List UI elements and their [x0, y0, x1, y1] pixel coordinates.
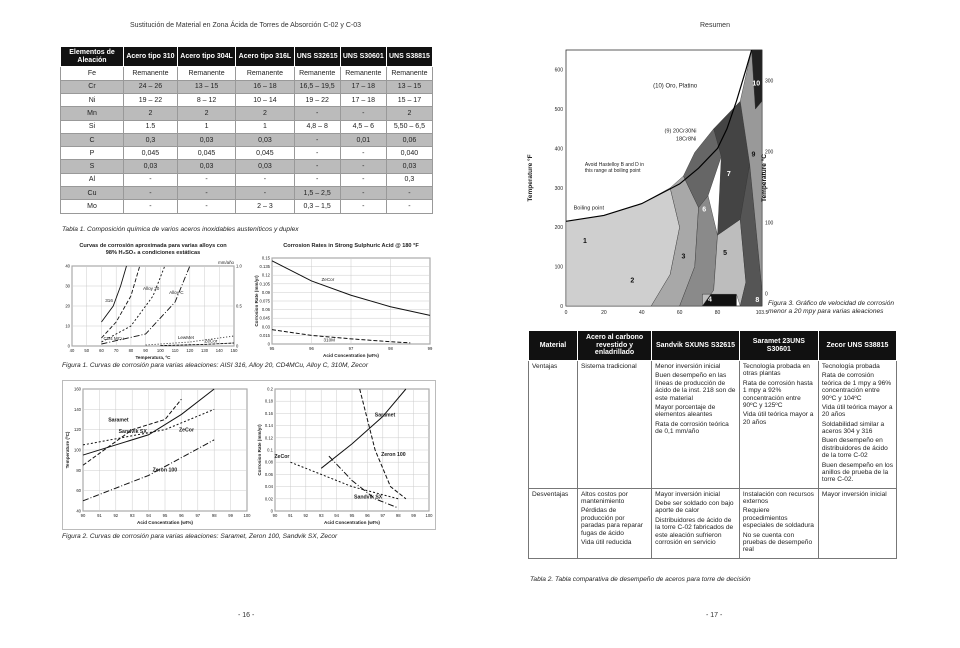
- x-axis-label: Acid Concentration (wt%): [324, 520, 380, 525]
- x-tick-label: 140: [215, 348, 223, 353]
- table-cell: 4,5 – 6: [340, 120, 386, 133]
- table-cell: 16 – 18: [236, 80, 294, 93]
- chart-title: Corrosion Rates in Strong Sulphuric Acid @ 180 °F: [283, 243, 419, 249]
- table-cell: -: [340, 160, 386, 173]
- x-tick-label: 94: [146, 513, 151, 518]
- x-tick-label: 95: [162, 513, 168, 518]
- row-label: Ventajas: [529, 361, 578, 489]
- cell-item: Rata de corrosión teórica de 1 mpy a 96% concentración entre 90ºC y 104ºC: [821, 372, 892, 402]
- x-tick-label: 130: [201, 348, 209, 353]
- table-cell: 1: [236, 120, 294, 133]
- y-tick-label: 0.015: [259, 332, 270, 338]
- composition-col-header: UNS S30601: [340, 47, 386, 67]
- cell-item: Tecnología probada: [821, 363, 880, 371]
- cell-item: Pérdidas de producción por paradas para reparar fugas de ácido: [581, 507, 643, 537]
- table-row: [61, 160, 433, 173]
- y2-axis-label: Temperature °C: [761, 154, 768, 202]
- table-cell: [818, 361, 896, 489]
- table-cell: -: [386, 200, 432, 213]
- y-tick-label: 0.14: [264, 423, 273, 429]
- series-label: Sandvik SX: [354, 494, 383, 501]
- y-tick-label: 0.08: [264, 459, 273, 465]
- x-tick-label: 99: [411, 513, 416, 518]
- table-cell: 1: [177, 120, 235, 133]
- x-axis-label: Temperatura, ºC: [135, 355, 171, 360]
- table-cell: 24 – 26: [124, 80, 178, 93]
- x-tick-label: 50: [84, 348, 90, 353]
- x-tick-label: 96: [365, 513, 370, 518]
- x-tick-label: 93: [129, 513, 135, 518]
- table-cell: Remanente: [294, 67, 340, 80]
- y-tick-label: 0.16: [264, 410, 273, 416]
- table1-caption: Tabla 1. Composición química de varios aceros inoxidables austeníticos y duplex: [62, 226, 299, 233]
- table-cell: -: [236, 187, 294, 200]
- chart-alloys-98-h2so4: [60, 240, 250, 358]
- table-cell: 0,03: [386, 160, 432, 173]
- cell-item: Mayor porcentaje de elementos aleantes: [655, 403, 716, 419]
- decision-table: [528, 330, 897, 559]
- series-label: Zeron 100: [381, 452, 406, 458]
- x-tick-label: 80: [128, 348, 134, 353]
- cell-item: Distribuidores de ácido de la torre C-02 fabricados de este aleación sufrieron corrosión en servicio: [655, 516, 734, 546]
- table-cell: 2: [236, 107, 294, 120]
- y-tick-label: 400: [554, 146, 563, 153]
- table-cell: [652, 361, 740, 489]
- annotation-boiling-point: Boiling point: [573, 205, 605, 212]
- decision-col-header: Acero al carbono revestido y enladrillado: [578, 331, 652, 361]
- x-tick-label: 70: [113, 348, 119, 353]
- table-cell: 13 – 15: [386, 80, 432, 93]
- table-cell: 2 – 3: [236, 200, 294, 213]
- table2-caption: Tabla 2. Tabla comparativa de desempeño de aceros para torre de decisión: [530, 576, 751, 583]
- table-cell: Remanente: [124, 67, 178, 80]
- table-cell: -: [294, 133, 340, 146]
- table-cell: 0,045: [236, 147, 294, 160]
- cell-item: Buen desempeño en las líneas de producción de ácido de la inst. 218 son de este material: [655, 372, 736, 402]
- table-cell: 17 – 18: [340, 93, 386, 106]
- table-row: [61, 80, 433, 93]
- y-tick-label: 200: [554, 225, 563, 232]
- annotation-avoid-2: this range at boiling point: [584, 168, 641, 175]
- x-tick-label: 93: [318, 513, 324, 518]
- series-label: CD4 MCu: [103, 336, 124, 341]
- series-label: Zeron 100: [152, 467, 178, 474]
- x-axis-label: Acid Concentration (wt%): [323, 353, 379, 358]
- region-label: 8: [755, 297, 760, 305]
- composition-col-header: Acero tipo 310: [124, 47, 178, 67]
- y2-tick-label: 200: [765, 149, 774, 156]
- table-cell: [818, 488, 896, 558]
- y-tick-label: 0: [67, 343, 70, 349]
- figure1-caption: Figura 1. Curvas de corrosión para varias aleaciones: AISI 316, Alloy 20, CD4MCu, Alloy C, 310M, Zecor: [62, 362, 369, 369]
- y-tick-label: 0.04: [264, 484, 273, 490]
- composition-col-header: Acero tipo 316L: [236, 47, 294, 67]
- x-tick-label: 40: [69, 348, 75, 353]
- table-cell: 10 – 14: [236, 93, 294, 106]
- right-page-number: - 17 -: [706, 612, 723, 619]
- table-cell: -: [340, 200, 386, 213]
- table-cell: 8 – 12: [177, 93, 235, 106]
- table-cell: [578, 361, 652, 489]
- series-label: ZeCor: [204, 338, 218, 344]
- x-tick-label: 92: [303, 513, 309, 518]
- row-label: Desventajas: [529, 488, 578, 558]
- table-cell: 2: [386, 107, 432, 120]
- table-cell: Ni: [61, 93, 124, 106]
- x-tick-label: 97: [380, 513, 386, 518]
- table-cell: 0,01: [340, 133, 386, 146]
- y-axis-label: Temperature °F: [527, 154, 534, 202]
- y2-axis-label: mm/año: [218, 260, 234, 265]
- decision-table-body: [529, 361, 897, 559]
- chart-strong-sulphuric-180f: [252, 240, 436, 358]
- y-tick-label: 0.045: [259, 315, 270, 321]
- region-label: 1: [582, 237, 587, 245]
- table-cell: 0,03: [236, 133, 294, 146]
- cell-item: Mayor inversión inicial: [655, 490, 721, 498]
- figure2-caption: Figura 2. Curvas de corrosión para varias aleaciones: Saramet, Zeron 100, Sandvik SX, Zecor: [62, 533, 338, 540]
- table-cell: -: [294, 147, 340, 160]
- y-tick-label: 0.105: [259, 281, 270, 287]
- x-tick-label: 60: [99, 348, 104, 353]
- y-tick-label: 0.06: [264, 471, 273, 477]
- table-cell: Remanente: [236, 67, 294, 80]
- series-label: Sandvik SX: [118, 428, 147, 435]
- table-cell: 0,045: [177, 147, 235, 160]
- y-tick-label: 0: [270, 508, 273, 514]
- figure3-caption: Figura 3. Gráfico de velocidad de corrosión menor a 20 mpy para varias aleaciones: [768, 300, 895, 315]
- table-cell: Mo: [61, 200, 124, 213]
- y-tick-label: 0.15: [261, 255, 270, 261]
- series-label: ZeCor: [179, 427, 194, 434]
- cell-item: Tecnología probada en otras plantas: [742, 363, 810, 378]
- table-cell: 1.5: [124, 120, 178, 133]
- table-row: [61, 200, 433, 213]
- y2-tick-label: 0: [236, 343, 239, 349]
- annotation-alloy-9b: 18Cr8Ni: [675, 136, 697, 143]
- series-label: Saramet: [374, 412, 396, 419]
- table-cell: -: [386, 187, 432, 200]
- table-cell: 0,03: [124, 160, 178, 173]
- table-cell: -: [340, 107, 386, 120]
- table-cell: 0,03: [236, 160, 294, 173]
- table-cell: [578, 488, 652, 558]
- x-tick-label: 100: [243, 513, 251, 518]
- y-tick-label: 160: [74, 386, 81, 392]
- cell-item: Mayor inversión inicial: [821, 490, 887, 498]
- y-tick-label: 0.12: [264, 435, 273, 441]
- x-tick-label: 99: [427, 346, 433, 351]
- series-label: Alloy C: [169, 290, 184, 295]
- left-page-header: Sustitución de Material en Zona Ácida de Torres de Absorción C-02 y C-03: [130, 22, 361, 29]
- series-label: LewMet: [177, 335, 194, 340]
- x-tick-label: 99: [228, 513, 233, 518]
- region-label: 7: [726, 171, 731, 179]
- table-cell: 0,06: [386, 133, 432, 146]
- table-cell: 13 – 15: [177, 80, 235, 93]
- x-tick-label: 20: [601, 310, 607, 316]
- series-label: ZeCor: [321, 276, 335, 282]
- x-tick-label: 120: [186, 348, 194, 353]
- y-tick-label: 300: [554, 185, 563, 192]
- x-tick-label: 80: [714, 310, 721, 316]
- table-cell: -: [294, 173, 340, 186]
- cell-item: Rata de corrosión hasta 1 mpy a 92% concentración entre 90ºC y 125ºC: [742, 379, 813, 409]
- x-tick-label: 98: [211, 513, 217, 518]
- table-cell: Remanente: [177, 67, 235, 80]
- y-tick-label: 0.075: [259, 298, 270, 304]
- table-cell: -: [124, 187, 178, 200]
- table-cell: Fe: [61, 67, 124, 80]
- annotation-oro-platino: (10) Oro, Platino: [653, 83, 698, 90]
- table-cell: -: [124, 173, 178, 186]
- figure2-frame: [62, 380, 436, 530]
- region-label: 9: [751, 151, 756, 159]
- y-tick-label: 0.18: [264, 398, 273, 404]
- y-tick-label: 0.03: [261, 324, 270, 330]
- table-cell: Mn: [61, 107, 124, 120]
- region-label: 3: [681, 253, 686, 261]
- region-label: 4: [707, 296, 712, 304]
- cell-item: Rata de corrosión teórica de 0,1 mm/año: [655, 420, 729, 436]
- table-cell: 0,040: [386, 147, 432, 160]
- x-tick-label: 98: [395, 513, 401, 518]
- chart-strong-sulphuric-svg: [252, 240, 436, 358]
- chart-title: Curvas de corrosión aproximada para varias alloys con: [79, 243, 227, 249]
- table-row: [61, 187, 433, 200]
- x-tick-label: 91: [97, 513, 102, 518]
- chart-alloys-98-h2so4-svg: [60, 240, 250, 358]
- table-cell: -: [177, 200, 235, 213]
- table-cell: 19 – 22: [124, 93, 178, 106]
- x-tick-label: 95: [349, 513, 355, 518]
- table-cell: 5,50 – 6,5: [386, 120, 432, 133]
- x-tick-label: 94: [334, 513, 339, 518]
- table-cell: Cu: [61, 187, 124, 200]
- table-row: [61, 107, 433, 120]
- x-tick-label: 96: [179, 513, 184, 518]
- y-tick-label: 10: [65, 323, 70, 329]
- y-tick-label: 0.1: [267, 447, 273, 453]
- table-row: [61, 133, 433, 146]
- table-cell: 4,8 – 8: [294, 120, 340, 133]
- table-row: [61, 147, 433, 160]
- table-cell: -: [124, 200, 178, 213]
- cell-item: Requiere procedimientos especiales de soldadura: [742, 507, 814, 530]
- table-row: [529, 361, 897, 489]
- decision-table-header: [529, 331, 897, 361]
- table-row: [61, 173, 433, 186]
- y2-tick-label: 0.5: [236, 303, 242, 309]
- annotation-alloy-9: (9) 20Cr30Ni: [664, 128, 697, 135]
- table-cell: 0,03: [177, 160, 235, 173]
- table-cell: [652, 488, 740, 558]
- region-label: 2: [630, 277, 635, 285]
- x-tick-label: 90: [143, 348, 148, 353]
- y-tick-label: 40: [65, 263, 70, 269]
- composition-col-header: UNS S38815: [386, 47, 432, 67]
- table-cell: 17 – 18: [340, 80, 386, 93]
- series-label: Saramet: [108, 417, 129, 424]
- table-cell: 0,3: [386, 173, 432, 186]
- y2-tick-label: 1.0: [236, 263, 242, 269]
- series-label: 316: [105, 298, 113, 303]
- y-tick-label: 60: [76, 488, 81, 494]
- y-axis-label: Corrosion Rate (mm/yr): [254, 275, 259, 327]
- table-cell: 15 – 17: [386, 93, 432, 106]
- x-tick-label: 97: [348, 346, 354, 351]
- chart-title: 98% H₂SO₄ a condiciones estáticas: [105, 250, 201, 256]
- decision-col-header: Sandvik SXUNS S32615: [652, 331, 740, 361]
- y-tick-label: 140: [74, 406, 81, 412]
- table-row: [61, 93, 433, 106]
- y2-tick-label: 0: [765, 291, 768, 298]
- table-cell: S: [61, 160, 124, 173]
- cell-item: Buen desempeño en los anillos de prueba de la torre C-02.: [821, 461, 893, 484]
- table-cell: -: [340, 173, 386, 186]
- table-cell: 19 – 22: [294, 93, 340, 106]
- region-label: 10: [752, 80, 761, 88]
- y-tick-label: 30: [65, 283, 70, 289]
- table-cell: 0,3 – 1,5: [294, 200, 340, 213]
- y-tick-label: 120: [74, 427, 81, 433]
- cell-item: Menor inversión inicial: [655, 363, 721, 371]
- x-tick-label: 97: [195, 513, 201, 518]
- series-label: Alloy 20: [143, 286, 160, 291]
- x-tick-label: 100: [425, 513, 433, 518]
- decision-col-header: Saramet 23UNS S30601: [739, 331, 818, 361]
- x-tick-label: 40: [638, 310, 645, 316]
- table-row: [61, 67, 433, 80]
- table-cell: -: [177, 187, 235, 200]
- x-tick-label: 98: [388, 346, 393, 351]
- cell-item: Vida útil reducida: [581, 538, 632, 546]
- table-cell: 0,045: [124, 147, 178, 160]
- y-tick-label: 0.135: [259, 264, 270, 270]
- y-tick-label: 0.06: [261, 307, 270, 313]
- table-cell: 0,03: [177, 133, 235, 146]
- y2-tick-label: 100: [765, 220, 774, 227]
- cell-item: Sistema tradicional: [581, 363, 637, 371]
- y-tick-label: 0.02: [264, 496, 273, 502]
- y-tick-label: 80: [76, 467, 81, 473]
- table-cell: 2: [177, 107, 235, 120]
- table-cell: [739, 488, 818, 558]
- y-tick-label: 0: [560, 304, 563, 310]
- table-cell: -: [294, 107, 340, 120]
- x-tick-label: 0: [564, 310, 568, 316]
- chart-isocorrosion-svg: [520, 44, 774, 324]
- table-cell: -: [177, 173, 235, 186]
- cell-item: Soldabilidad similar a aceros 304 y 316: [821, 420, 885, 436]
- cell-item: Buen desempeño en distribuidores de ácido de la torre C-02: [821, 437, 888, 460]
- right-page-header: Resumen: [700, 22, 730, 29]
- series-label: 310M: [323, 337, 335, 343]
- y-axis-label: Temperature (ºC): [65, 431, 70, 469]
- region-label: 5: [723, 249, 728, 257]
- cell-item: Vida útil teórica mayor a 20 años: [821, 403, 893, 419]
- composition-table: [60, 46, 433, 214]
- composition-table-header: [61, 47, 433, 67]
- x-tick-label: 91: [288, 513, 293, 518]
- table-cell: 0,3: [124, 133, 178, 146]
- decision-col-header: Material: [529, 331, 578, 361]
- x-tick-label: 103.5: [755, 310, 769, 316]
- y-axis-label: Corrosion Rate (mm/yr): [257, 424, 262, 476]
- table-cell: Remanente: [340, 67, 386, 80]
- table-cell: C: [61, 133, 124, 146]
- composition-col-header: Acero tipo 304L: [177, 47, 235, 67]
- composition-col-header: Elementos de Aleación: [61, 47, 124, 67]
- y-tick-label: 0: [267, 341, 270, 347]
- table-cell: Cr: [61, 80, 124, 93]
- x-axis-label: Acid Concentration (wt%): [137, 520, 193, 525]
- table-cell: 1,5 – 2,5: [294, 187, 340, 200]
- table-cell: Al: [61, 173, 124, 186]
- x-tick-label: 100: [156, 348, 164, 353]
- table-cell: -: [236, 173, 294, 186]
- region-label: 6: [702, 206, 707, 214]
- x-tick-label: 90: [80, 513, 86, 518]
- cell-item: Vida útil teórica mayor a 20 años: [742, 411, 814, 426]
- x-tick-label: 90: [272, 513, 278, 518]
- x-tick-label: 150: [230, 348, 238, 353]
- cell-item: Altos costos por mantenimiento: [581, 490, 628, 506]
- composition-table-body: [61, 67, 433, 213]
- table-cell: Si: [61, 120, 124, 133]
- table-cell: Remanente: [386, 67, 432, 80]
- y-tick-label: 100: [74, 447, 81, 453]
- y-tick-label: 20: [65, 303, 70, 309]
- x-tick-label: 92: [113, 513, 119, 518]
- cell-item: Instalación con recursos externos: [742, 490, 814, 506]
- x-tick-label: 96: [309, 346, 314, 351]
- cell-item: Debe ser soldado con bajo aporte de calor: [655, 500, 734, 515]
- table-cell: 2: [124, 107, 178, 120]
- x-tick-label: 95: [269, 346, 275, 351]
- chart-isocorrosion-sulphuric: [520, 44, 774, 324]
- y-tick-label: 40: [76, 508, 81, 514]
- series-label: ZeCor: [274, 454, 290, 461]
- chart-corrosion-vs-concentration-svg: [255, 381, 435, 529]
- y-tick-label: 0.12: [261, 272, 270, 278]
- table-cell: 16,5 – 19,5: [294, 80, 340, 93]
- y2-tick-label: 300: [765, 78, 774, 85]
- annotation-avoid-1: Avoid Hastelloy B and D in: [584, 162, 645, 169]
- left-page-number: - 16 -: [238, 612, 255, 619]
- chart-temperature-vs-concentration-svg: [63, 381, 253, 529]
- y-tick-label: 0.2: [267, 386, 273, 392]
- y-tick-label: 600: [554, 67, 563, 74]
- table-cell: -: [340, 187, 386, 200]
- table-row: [529, 488, 897, 558]
- composition-col-header: UNS S32615: [294, 47, 340, 67]
- table-cell: P: [61, 147, 124, 160]
- x-tick-label: 110: [171, 348, 179, 353]
- table-cell: [739, 361, 818, 489]
- decision-col-header: Zecor UNS S38815: [818, 331, 896, 361]
- y-tick-label: 100: [554, 264, 563, 271]
- table-row: [61, 120, 433, 133]
- y-tick-label: 500: [554, 107, 563, 114]
- x-tick-label: 60: [676, 310, 683, 316]
- table-cell: -: [340, 147, 386, 160]
- table-cell: -: [294, 160, 340, 173]
- y-tick-label: 0.09: [261, 289, 270, 295]
- cell-item: No se cuenta con pruebas de desempeño real: [742, 531, 813, 554]
